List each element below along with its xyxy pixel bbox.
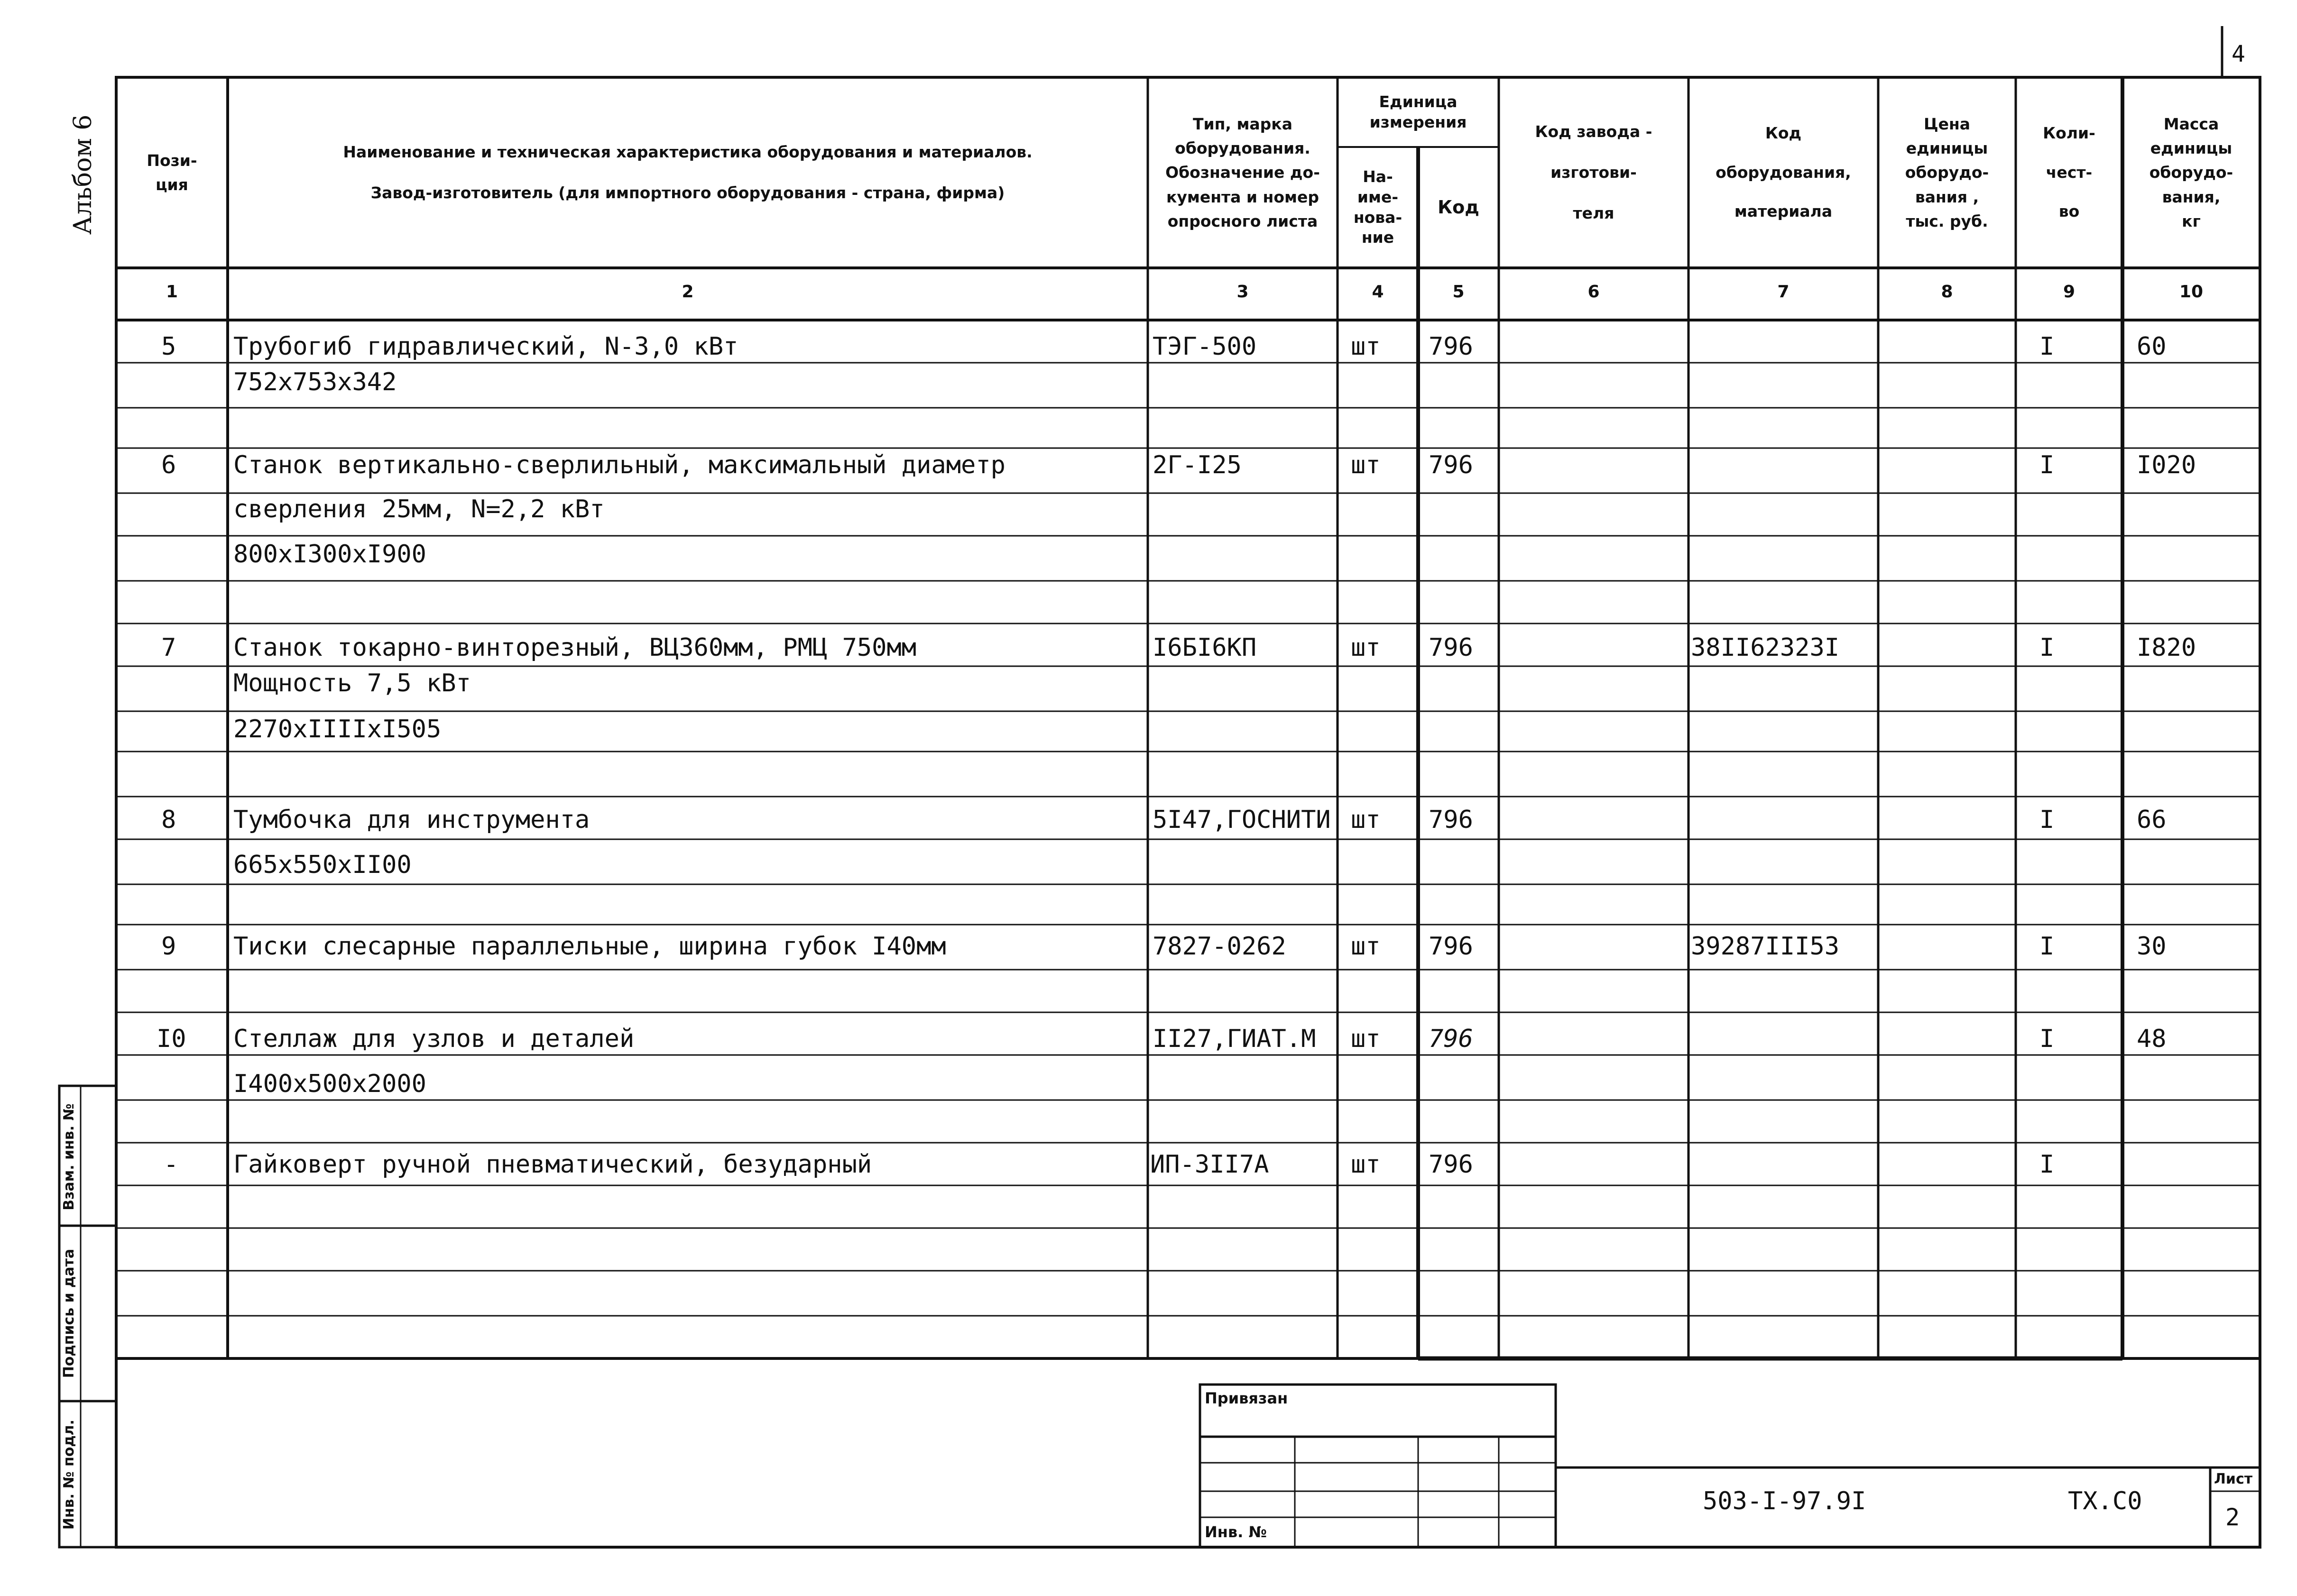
col-number-5: 5 xyxy=(1452,282,1465,302)
row-mass: 30 xyxy=(2137,932,2167,961)
row-qty: I xyxy=(2039,932,2055,961)
top-sheet-number: 4 xyxy=(2232,41,2245,67)
col-number-4: 4 xyxy=(1372,282,1384,302)
row-position: 7 xyxy=(161,633,176,662)
row-type: 7827-0262 xyxy=(1153,932,1286,961)
row-equip-code: 38II62323I xyxy=(1691,633,1840,662)
row-qty: I xyxy=(2039,1150,2055,1179)
row-mass: I820 xyxy=(2137,633,2196,662)
row-code: 796 xyxy=(1429,1150,1473,1179)
row-unit: шт xyxy=(1351,332,1381,361)
header-equip-code: Код оборудования, материала xyxy=(1716,124,1851,221)
row-qty: I xyxy=(2039,332,2055,361)
row-qty: I xyxy=(2039,451,2055,479)
row-name-line: Тумбочка для инструмента xyxy=(233,806,590,834)
header-name: Наименование и техническая характеристика оборудования и материалов. Завод-изготовитель (для импортного оборудования - страна, фирма) xyxy=(343,143,1033,202)
row-unit: шт xyxy=(1351,932,1381,961)
row-code: 796 xyxy=(1429,332,1473,361)
col-number-10: 10 xyxy=(2179,282,2204,302)
side-label-inv: Инв. № подл. xyxy=(61,1419,77,1530)
row-name-line: Станок токарно-винторезный, ВЦ360мм, РМЦ 750мм xyxy=(233,633,917,662)
stamp-list-number: 2 xyxy=(2225,1504,2240,1531)
header-plant-code: Код завода - изготови- теля xyxy=(1535,122,1652,222)
row-code: 796 xyxy=(1429,1025,1473,1053)
row-unit: шт xyxy=(1351,451,1381,479)
row-name-line: Гайковерт ручной пневматический, безударный xyxy=(233,1150,872,1179)
row-equip-code: 39287III53 xyxy=(1691,932,1840,961)
stamp-section: ТХ.С0 xyxy=(2068,1487,2142,1515)
row-mass: I020 xyxy=(2137,451,2196,479)
col-number-2: 2 xyxy=(682,282,694,302)
col-number-1: 1 xyxy=(166,282,178,302)
row-unit: шт xyxy=(1351,806,1381,834)
header-position: Пози- ция xyxy=(147,151,197,194)
row-mass: 48 xyxy=(2137,1025,2167,1053)
row-name-line: Мощность 7,5 кВт xyxy=(233,669,471,697)
col-number-7: 7 xyxy=(1777,282,1790,302)
row-name-line: Трубогиб гидравлический, N-3,0 кВт xyxy=(233,332,738,361)
header-unit-name: На- име- нова- ние xyxy=(1353,167,1402,247)
row-type: 2Г-I25 xyxy=(1153,451,1242,479)
header-qty: Коли- чест- во xyxy=(2043,124,2095,221)
row-qty: I xyxy=(2039,633,2055,662)
row-name-line: 800xI300xI900 xyxy=(233,540,426,569)
col-number-8: 8 xyxy=(1941,282,1953,302)
row-position: 6 xyxy=(161,451,176,479)
col-number-6: 6 xyxy=(1587,282,1600,302)
row-position: 8 xyxy=(161,806,176,834)
row-type: II27,ГИАТ.М xyxy=(1153,1025,1316,1053)
row-name-line: 2270xIIIIxI505 xyxy=(233,715,442,743)
row-unit: шт xyxy=(1351,633,1381,662)
row-mass: 66 xyxy=(2137,806,2167,834)
row-type: I6БI6КП xyxy=(1153,633,1257,662)
row-code: 796 xyxy=(1429,932,1473,961)
row-code: 796 xyxy=(1429,451,1473,479)
row-name-line: 752x753x342 xyxy=(233,368,397,396)
row-unit: шт xyxy=(1351,1025,1381,1053)
row-qty: I xyxy=(2039,1025,2055,1053)
album-label: Альбом 6 xyxy=(69,114,97,235)
row-position: 9 xyxy=(161,932,176,961)
stamp-list-label: Лист xyxy=(2214,1471,2253,1487)
stamp-privyazan: Привязан xyxy=(1205,1389,1288,1407)
row-name-line: сверления 25мм, N=2,2 кВт xyxy=(233,495,605,523)
header-mass: Масса единицы оборудо- вания, кг xyxy=(2149,115,2233,230)
side-label-vzam: Взам. инв. № xyxy=(61,1103,77,1211)
row-type: ИП-3II7А xyxy=(1150,1150,1269,1179)
row-name-line: 665x550xII00 xyxy=(233,851,412,879)
row-unit: шт xyxy=(1351,1150,1381,1179)
header-unit-code: Код xyxy=(1438,197,1479,218)
row-type: ТЭГ-500 xyxy=(1153,332,1257,361)
row-position: 5 xyxy=(161,332,176,361)
row-qty: I xyxy=(2039,806,2055,834)
header-price: Цена единицы оборудо- вания , тыс. руб. xyxy=(1905,115,1989,230)
row-name-line: Стеллаж для узлов и деталей xyxy=(233,1025,635,1053)
col-number-9: 9 xyxy=(2063,282,2076,302)
side-label-podpis: Подпись и дата xyxy=(61,1248,77,1378)
row-code: 796 xyxy=(1429,633,1473,662)
row-name-line: Станок вертикально-сверлильный, максимальный диаметр xyxy=(233,451,1006,479)
stamp-doc-code: 503-I-97.9I xyxy=(1703,1487,1866,1515)
row-name-line: I400x500x2000 xyxy=(233,1070,426,1098)
row-position: - xyxy=(164,1150,179,1179)
row-code: 796 xyxy=(1429,806,1473,834)
row-type: 5I47,ГОСНИТИ xyxy=(1153,806,1331,834)
row-mass: 60 xyxy=(2137,332,2167,361)
col-number-3: 3 xyxy=(1236,282,1249,302)
stamp-inv-no: Инв. № xyxy=(1205,1523,1267,1541)
row-position: I0 xyxy=(157,1025,186,1053)
header-unit-group: Единица измерения xyxy=(1369,92,1467,131)
header-type: Тип, марка оборудования. Обозначение до- кумента и номер опросного листа xyxy=(1165,115,1320,230)
row-name-line: Тиски слесарные параллельные, ширина губок I40мм xyxy=(233,932,946,961)
